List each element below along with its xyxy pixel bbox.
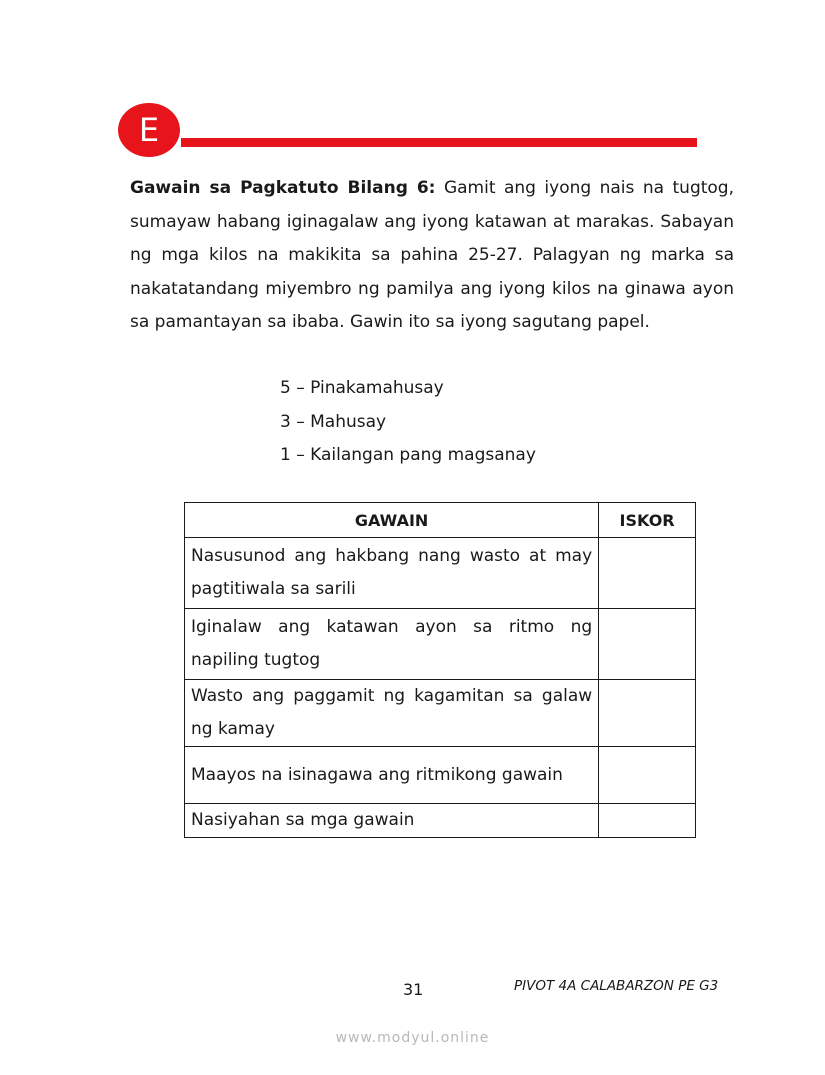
rating-scale-item: 1 – Kailangan pang magsanay — [280, 445, 536, 465]
task-cell: Wasto ang paggamit ng kagamitan sa galaw ng kamay — [185, 680, 599, 747]
header-iskor: ISKOR — [599, 503, 696, 538]
task-cell: Nasiyahan sa mga gawain — [185, 804, 599, 838]
header-gawain: GAWAIN — [185, 503, 599, 538]
activity-instructions — [130, 172, 734, 340]
section-letter-badge — [118, 103, 180, 157]
table-row — [185, 538, 696, 609]
rubric-table — [184, 502, 696, 838]
score-cell[interactable] — [599, 538, 696, 609]
section-letter: E — [138, 111, 160, 149]
score-cell[interactable] — [599, 680, 696, 747]
rating-scale-item: 3 – Mahusay — [280, 411, 387, 432]
task-cell: Maayos na isinagawa ang ritmikong gawain — [185, 747, 599, 804]
activity-body: Gamit ang iyong nais na tugtog, sumayaw habang iginagalaw ang iyong katawan at marakas. Sabayan ng mga kilos na makikita sa pahina 25-27. Palagyan ng marka sa nakatatandang miyembro ng pamilya ang iyong kilos na ginawa ayon sa pamantayan sa ibaba. Gawin ito sa iyong sagutang papel. — [130, 178, 735, 332]
table-row — [185, 804, 696, 838]
watermark: www.modyul.online — [335, 1030, 490, 1046]
task-cell: Nasusunod ang hakbang nang wasto at may pagtitiwala sa sarili — [185, 538, 599, 609]
table-row — [185, 680, 696, 747]
score-cell[interactable] — [599, 609, 696, 680]
table-row — [185, 609, 696, 680]
activity-title: Gawain sa Pagkatuto Bilang 6: — [130, 178, 436, 198]
rating-scale-item: 5 – Pinakamahusay — [280, 378, 444, 398]
table-header-row — [185, 503, 696, 538]
score-cell[interactable] — [599, 747, 696, 804]
footer-module-code: PIVOT 4A CALABARZON PE G3 — [514, 978, 719, 994]
table-row — [185, 747, 696, 804]
task-cell: Iginalaw ang katawan ayon sa ritmo ng napiling tugtog — [185, 609, 599, 680]
score-cell[interactable] — [599, 804, 696, 838]
section-divider-bar — [181, 138, 697, 147]
rating-scale — [280, 372, 536, 473]
page-number: 31 — [403, 980, 424, 999]
